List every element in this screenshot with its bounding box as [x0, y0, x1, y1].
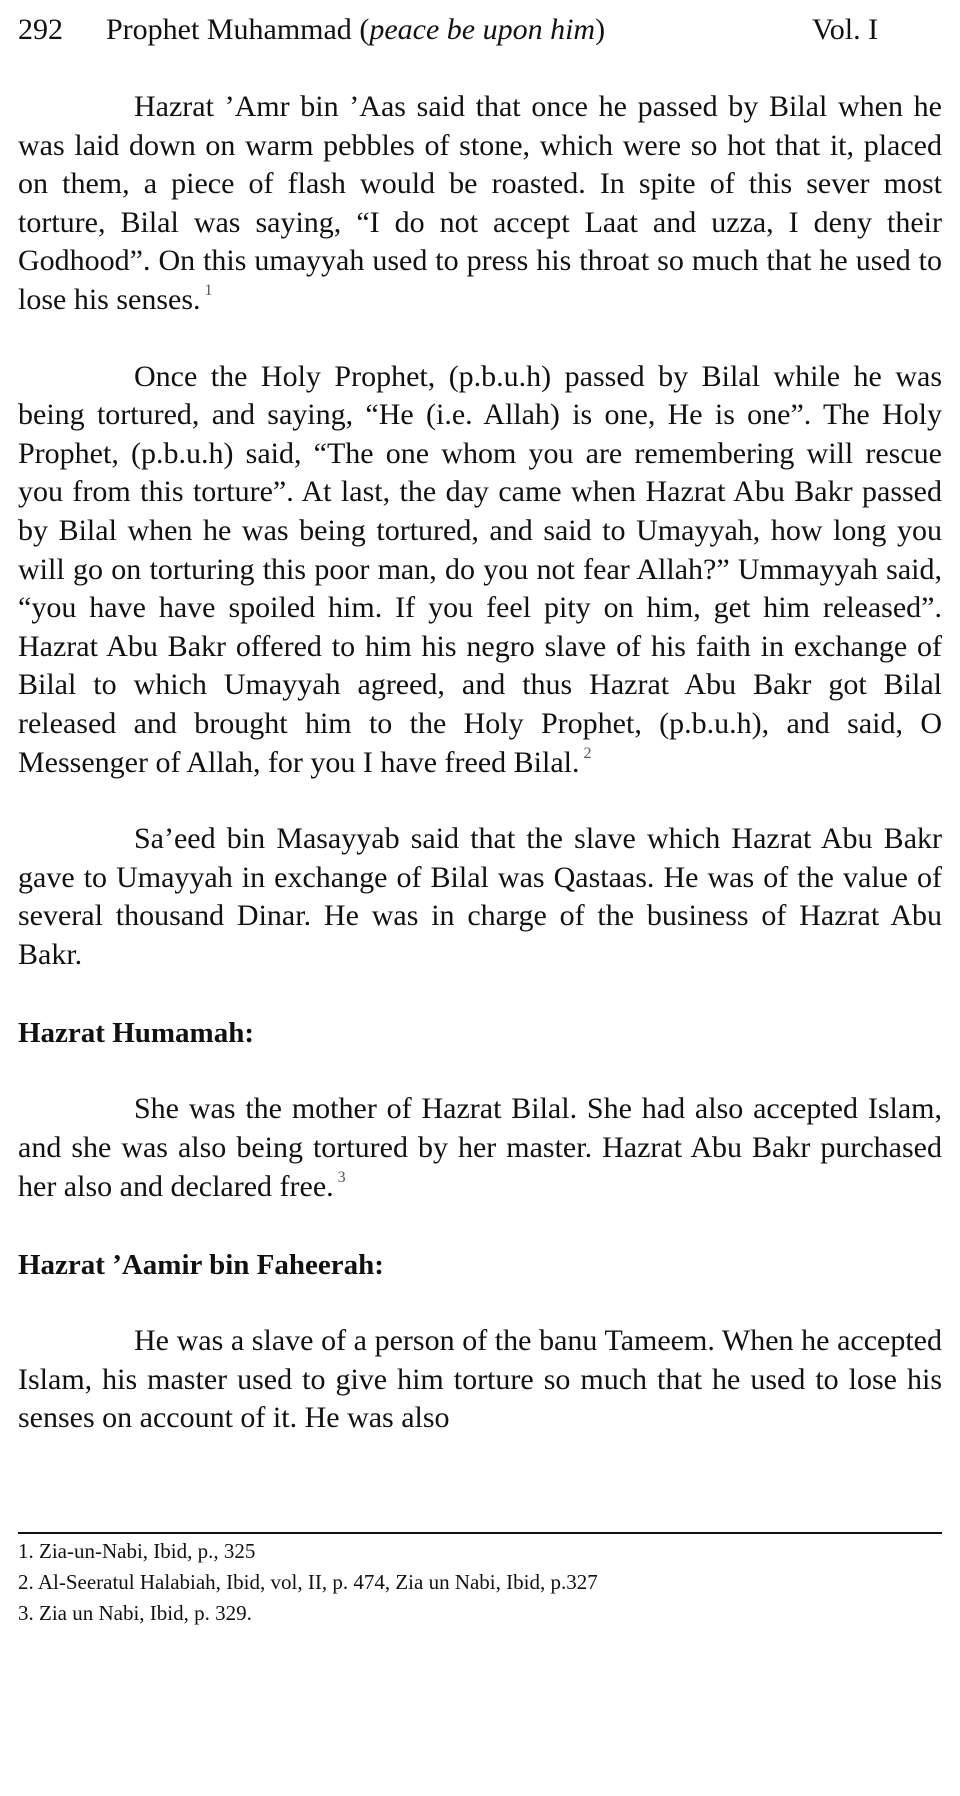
paragraph-text: He was a slave of a person of the banu Tameem. When he accepted Islam, his master used to give him torture so much that he used to lose his senses on account of it. He was also	[18, 1324, 942, 1435]
running-title-main: Prophet Muhammad	[106, 13, 360, 46]
footnote-marker[interactable]: 2	[583, 744, 592, 762]
paragraph	[18, 88, 942, 320]
paragraph	[18, 1322, 942, 1438]
running-title-paren-close: )	[595, 13, 606, 46]
page-body	[18, 88, 942, 1438]
running-title-italic: peace be upon him	[369, 13, 596, 46]
footnote-item: 2. Al-Seeratul Halabiah, Ibid, vol, II, p. 474, Zia un Nabi, Ibid, p.327	[18, 1570, 598, 1594]
footnote-divider	[18, 1532, 942, 1534]
section-heading: Hazrat ’Aamir bin Faheerah:	[18, 1249, 384, 1282]
page-header	[18, 8, 898, 52]
page-number: 292	[18, 13, 63, 46]
running-title-paren-open: (	[359, 13, 370, 46]
paragraph	[18, 358, 942, 783]
footnote-item: 3. Zia un Nabi, Ibid, p. 329.	[18, 1601, 252, 1625]
running-title	[106, 8, 605, 52]
footnote-marker[interactable]: 3	[337, 1168, 346, 1186]
paragraph-text: Sa’eed bin Masayyab said that the slave which Hazrat Abu Bakr gave to Umayyah in exchange of Bilal was Qastaas. He was of the value of several thousand Dinar. He was in charge of the business of Hazrat Abu Bakr.	[18, 822, 942, 971]
footnotes	[18, 1536, 942, 1629]
paragraph-text: She was the mother of Hazrat Bilal. She had also accepted Islam, and she was also being tortured by her master. Hazrat Abu Bakr purchased her also and declared free.	[18, 1092, 942, 1203]
paragraph	[18, 820, 942, 974]
paragraph-text: Hazrat ’Amr bin ’Aas said that once he passed by Bilal when he was laid down on warm pebbles of stone, which were so hot that it, placed on them, a piece of flash would be roasted. In spite of this sever most torture, Bilal was saying, “I do not accept Laat and uzza, I deny their Godhood”. On this umayyah used to press his throat so much that he used to lose his senses.	[18, 90, 942, 316]
section-heading: Hazrat Humamah:	[18, 1017, 254, 1050]
footnote-marker[interactable]: 1	[204, 281, 213, 299]
volume-label: Vol. I	[812, 13, 879, 46]
paragraph	[18, 1090, 942, 1206]
paragraph-text: Once the Holy Prophet, (p.b.u.h) passed by Bilal while he was being tortured, and saying, “He (i.e. Allah) is one, He is one”. The Holy Prophet, (p.b.u.h) said, “The one whom you are remembering will rescue you from this torture”. At last, the day came when Hazrat Abu Bakr passed by Bilal when he was being tortured, and said to Umayyah, how long you will go on torturing this poor man, do you not fear Allah?” Ummayyah said, “you have have spoiled him. If you feel pity on him, get him released”. Hazrat Abu Bakr offered to him his negro slave of his faith in exchange of Bilal to which Umayyah agreed, and thus Hazrat Abu Bakr got Bilal released and brought him to the Holy Prophet, (p.b.u.h), and said, O Messenger of Allah, for you I have freed Bilal.	[18, 359, 942, 779]
footnote-item: 1. Zia-un-Nabi, Ibid, p., 325	[18, 1539, 256, 1563]
